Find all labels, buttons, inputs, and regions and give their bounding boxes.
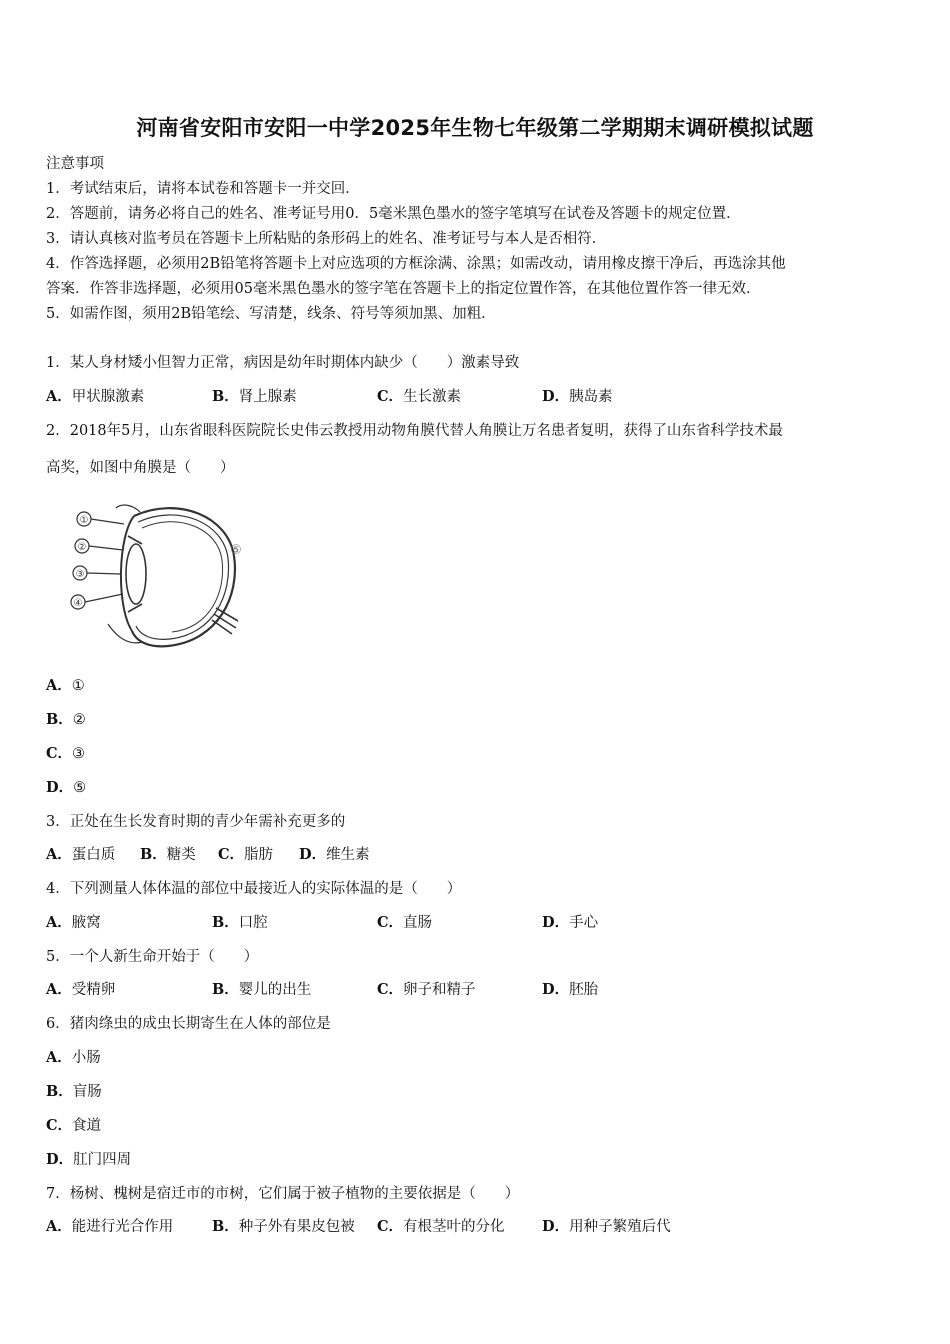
notice-item: 1．考试结束后，请将本试卷和答题卡一并交回． <box>46 181 360 197</box>
question-4-stem: 4．下列测量人体体温的部位中最接近人的实际体温的是（ ） <box>46 881 462 897</box>
option-b[interactable]: B．② <box>46 711 86 728</box>
option-d[interactable]: D．手心 <box>542 914 599 931</box>
eye-diagram-figure <box>68 496 248 658</box>
option-c[interactable]: C．直肠 <box>377 914 433 931</box>
option-d[interactable]: D．胰岛素 <box>542 388 613 405</box>
notice-heading: 注意事项 <box>46 156 104 172</box>
option-a[interactable]: A．甲状腺激素 <box>46 388 145 405</box>
option-a[interactable]: A．受精卵 <box>46 981 116 998</box>
label-3: ③ <box>75 569 85 580</box>
question-1-stem: 1．某人身材矮小但智力正常，病因是幼年时期体内缺少（ ）激素导致 <box>46 355 520 371</box>
question-5-stem: 5．一个人新生命开始于（ ） <box>46 949 259 965</box>
option-b[interactable]: B．婴儿的出生 <box>212 981 312 998</box>
option-a[interactable]: A．① <box>46 677 85 694</box>
option-b[interactable]: B．肾上腺素 <box>212 388 297 405</box>
option-a[interactable]: A．腋窝 <box>46 914 101 931</box>
option-c[interactable]: C．有根茎叶的分化 <box>377 1218 505 1235</box>
label-1: ① <box>79 515 89 526</box>
notice-item: 4．作答选择题，必须用2B铅笔将答题卡上对应选项的方框涂满、涂黑；如需改动，请用橡皮擦干净后，再选涂其他 <box>46 256 786 272</box>
notice-item: 答案．作答非选择题，必须用05毫米黑色墨水的签字笔在答题卡上的指定位置作答，在其他位置作答一律无效． <box>46 281 761 297</box>
question-7-stem: 7．杨树、槐树是宿迁市的市树，它们属于被子植物的主要依据是（ ） <box>46 1186 520 1202</box>
page-title: 河南省安阳市安阳一中学2025年生物七年级第二学期期末调研模拟试题 <box>136 116 814 140</box>
notice-item: 5．如需作图，须用2B铅笔绘、写清楚，线条、符号等须加黑、加粗． <box>46 306 496 322</box>
label-2: ② <box>77 542 87 553</box>
option-d[interactable]: D．维生素 <box>299 846 370 863</box>
option-c[interactable]: C．脂肪 <box>218 846 274 863</box>
label-4: ④ <box>73 598 83 609</box>
notice-item: 2．答题前，请务必将自己的姓名、准考证号用0．5毫米黑色墨水的签字笔填写在试卷及答题卡的规定位置． <box>46 206 741 222</box>
question-2-stem: 2．2018年5月，山东省眼科医院院长史伟云教授用动物角膜代替人角膜让万名患者复明，获得了山东省科学技术最 <box>46 423 783 439</box>
option-c[interactable]: C．生长激素 <box>377 388 462 405</box>
option-d[interactable]: D．胚胎 <box>542 981 599 998</box>
option-b[interactable]: B．口腔 <box>212 914 268 931</box>
option-a[interactable]: A．蛋白质 <box>46 846 116 863</box>
option-a[interactable]: A．小肠 <box>46 1049 101 1066</box>
option-a[interactable]: A．能进行光合作用 <box>46 1218 174 1235</box>
option-c[interactable]: C．食道 <box>46 1117 102 1134</box>
option-d[interactable]: D．⑤ <box>46 779 87 796</box>
notice-item: 3．请认真核对监考员在答题卡上所粘贴的条形码上的姓名、准考证号与本人是否相符． <box>46 231 607 247</box>
option-b[interactable]: B．糖类 <box>140 846 196 863</box>
question-2-stem-cont: 高奖，如图中角膜是（ ） <box>46 460 235 476</box>
question-6-stem: 6．猪肉绦虫的成虫长期寄生在人体的部位是 <box>46 1016 331 1032</box>
option-d[interactable]: D．肛门四周 <box>46 1151 132 1168</box>
option-c[interactable]: C．卵子和精子 <box>377 981 476 998</box>
option-d[interactable]: D．用种子繁殖后代 <box>542 1218 671 1235</box>
option-b[interactable]: B．盲肠 <box>46 1083 102 1100</box>
option-c[interactable]: C．③ <box>46 745 86 762</box>
option-b[interactable]: B．种子外有果皮包被 <box>212 1218 355 1235</box>
question-3-stem: 3．正处在生长发育时期的青少年需补充更多的 <box>46 814 346 830</box>
label-5: ⑤ <box>230 543 242 558</box>
